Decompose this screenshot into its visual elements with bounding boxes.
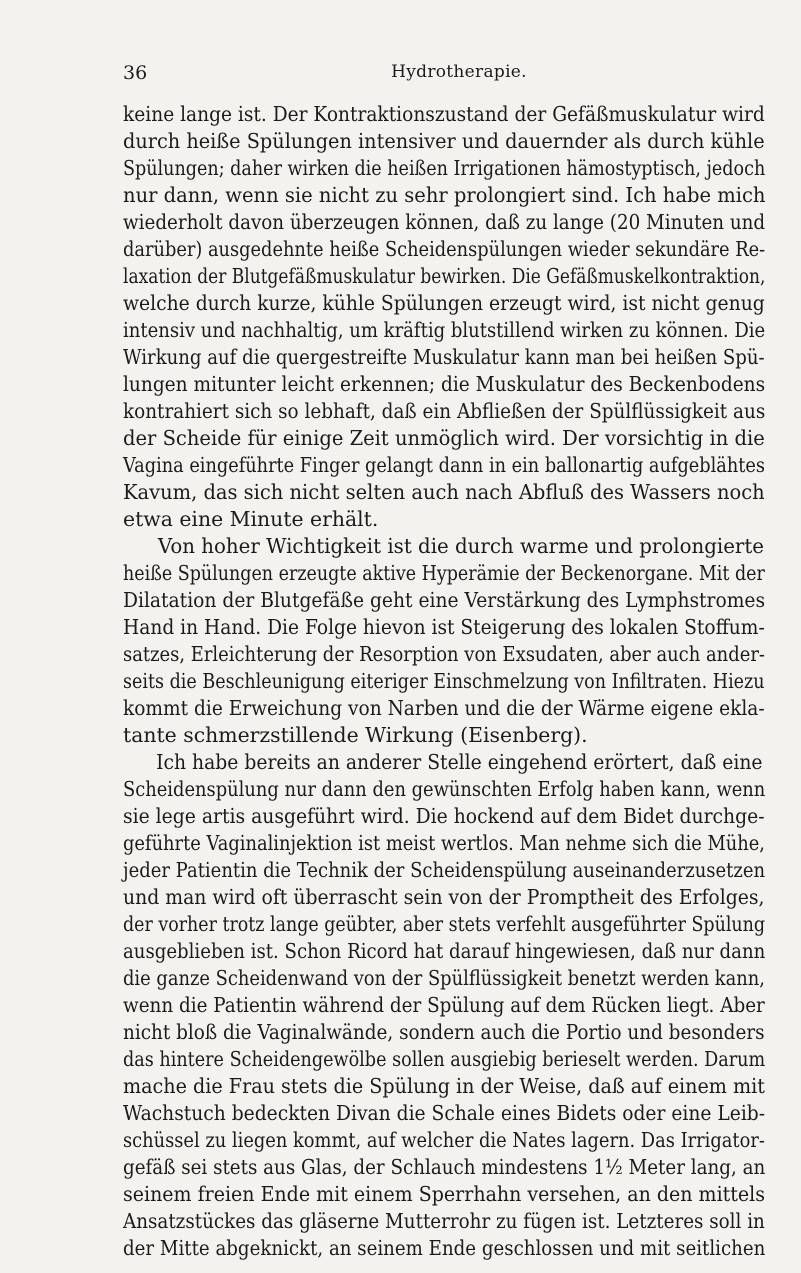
- running-head: [123, 62, 765, 86]
- body-text: [123, 101, 765, 1262]
- text-line: der vorher trotz lange geübter, aber stets verfehlt ausgeführter Spülung: [123, 912, 766, 936]
- text-line: und man wird oft überrascht sein von der Promptheit des Erfolges,: [123, 885, 765, 909]
- text-line: Dilatation der Blutgefäße geht eine Verstärkung des Lymphstromes: [123, 588, 766, 612]
- text-line: Ansatzstückes das gläserne Mutterrohr zu fügen ist. Letzteres soll in: [123, 1209, 765, 1233]
- text-line: kontrahiert sich so lebhaft, daß ein Abfließen der Spülflüssigkeit aus: [123, 399, 766, 423]
- text-line: keine lange ist. Der Kontraktionszustand der Gefäßmuskulatur wird: [123, 102, 765, 126]
- paragraph-start-line: Ich habe bereits an anderer Stelle eingehend erörtert, daß eine: [156, 750, 763, 774]
- text-line: nicht bloß die Vaginalwände, sondern auch die Portio und besonders: [123, 1020, 765, 1044]
- text-line: das hintere Scheidengewölbe sollen ausgiebig berieselt werden. Darum: [123, 1047, 766, 1071]
- text-line: der Scheide für einige Zeit unmöglich wird. Der vorsichtig in die: [123, 426, 765, 450]
- text-line: wiederholt davon überzeugen können, daß zu lange (20 Minuten und: [123, 210, 766, 234]
- text-line: darüber) ausgedehnte heiße Scheidenspülungen wieder sekundäre Re-: [123, 237, 766, 261]
- text-line: jeder Patientin die Technik der Scheidenspülung auseinanderzusetzen: [123, 858, 766, 882]
- text-line: seits die Beschleunigung eiteriger Einschmelzung von Infiltraten. Hiezu: [123, 669, 765, 693]
- text-line: kommt die Erweichung von Narben und die der Wärme eigene ekla-: [123, 696, 765, 720]
- text-line: Hand in Hand. Die Folge hievon ist Steigerung des lokalen Stoffum-: [123, 615, 765, 639]
- text-line: Scheidenspülung nur dann den gewünschten Erfolg haben kann, wenn: [123, 777, 766, 801]
- text-line: satzes, Erleichterung der Resorption von Exsudaten, aber auch ander-: [123, 642, 765, 666]
- text-line: Wachstuch bedeckten Divan die Schale eines Bidets oder eine Leib-: [123, 1101, 766, 1125]
- text-line: Wirkung auf die quergestreifte Muskulatur kann man bei heißen Spü-: [123, 345, 765, 369]
- page-number: 36: [123, 62, 148, 84]
- text-line: tante schmerzstillende Wirkung (Eisenberg).: [123, 723, 588, 747]
- text-line: heiße Spülungen erzeugte aktive Hyperämie der Beckenorgane. Mit der: [123, 561, 765, 585]
- text-line: gefäß sei stets aus Glas, der Schlauch mindestens 1½ Meter lang, an: [123, 1155, 766, 1179]
- text-line: schüssel zu liegen kommt, auf welcher die Nates lagern. Das Irrigator-: [123, 1128, 765, 1152]
- text-line: laxation der Blutgefäßmuskulatur bewirken. Die Gefäßmuskelkontraktion,: [123, 264, 766, 288]
- text-line: Vagina eingeführte Finger gelangt dann in ein ballonartig aufgeblähtes: [123, 453, 765, 477]
- text-line: etwa eine Minute erhält.: [123, 507, 379, 531]
- text-line: seinem freien Ende mit einem Sperrhahn versehen, an den mittels: [123, 1182, 765, 1206]
- text-line: ausgeblieben ist. Schon Ricord hat darauf hingewiesen, daß nur dann: [123, 939, 766, 963]
- text-line: lungen mitunter leicht erkennen; die Muskulatur des Beckenbodens: [123, 372, 766, 396]
- text-line: Kavum, das sich nicht selten auch nach Abfluß des Wassers noch: [123, 480, 765, 504]
- text-line: die ganze Scheidenwand von der Spülflüssigkeit benetzt werden kann,: [123, 966, 765, 990]
- running-title: Hydrotherapie.: [391, 62, 527, 82]
- text-line: sie lege artis ausgeführt wird. Die hockend auf dem Bidet durchge-: [123, 804, 765, 828]
- text-line: der Mitte abgeknickt, an seinem Ende geschlossen und mit seitlichen: [123, 1236, 766, 1260]
- text-line: durch heiße Spülungen intensiver und dauernder als durch kühle: [123, 129, 765, 153]
- paragraph-start-line: Von hoher Wichtigkeit ist die durch warme und prolongierte: [157, 534, 764, 558]
- text-line: mache die Frau stets die Spülung in der Weise, daß auf einem mit: [123, 1074, 766, 1098]
- text-line: welche durch kurze, kühle Spülungen erzeugt wird, ist nicht genug: [123, 291, 765, 315]
- text-line: wenn die Patientin während der Spülung auf dem Rücken liegt. Aber: [123, 993, 765, 1017]
- text-line: nur dann, wenn sie nicht zu sehr prolongiert sind. Ich habe mich: [123, 183, 766, 207]
- text-line: Spülungen; daher wirken die heißen Irrigationen hämostyptisch, jedoch: [123, 156, 766, 180]
- text-line: intensiv und nachhaltig, um kräftig blutstillend wirken zu können. Die: [123, 318, 766, 342]
- text-line: geführte Vaginalinjektion ist meist wertlos. Man nehme sich die Mühe,: [123, 831, 765, 855]
